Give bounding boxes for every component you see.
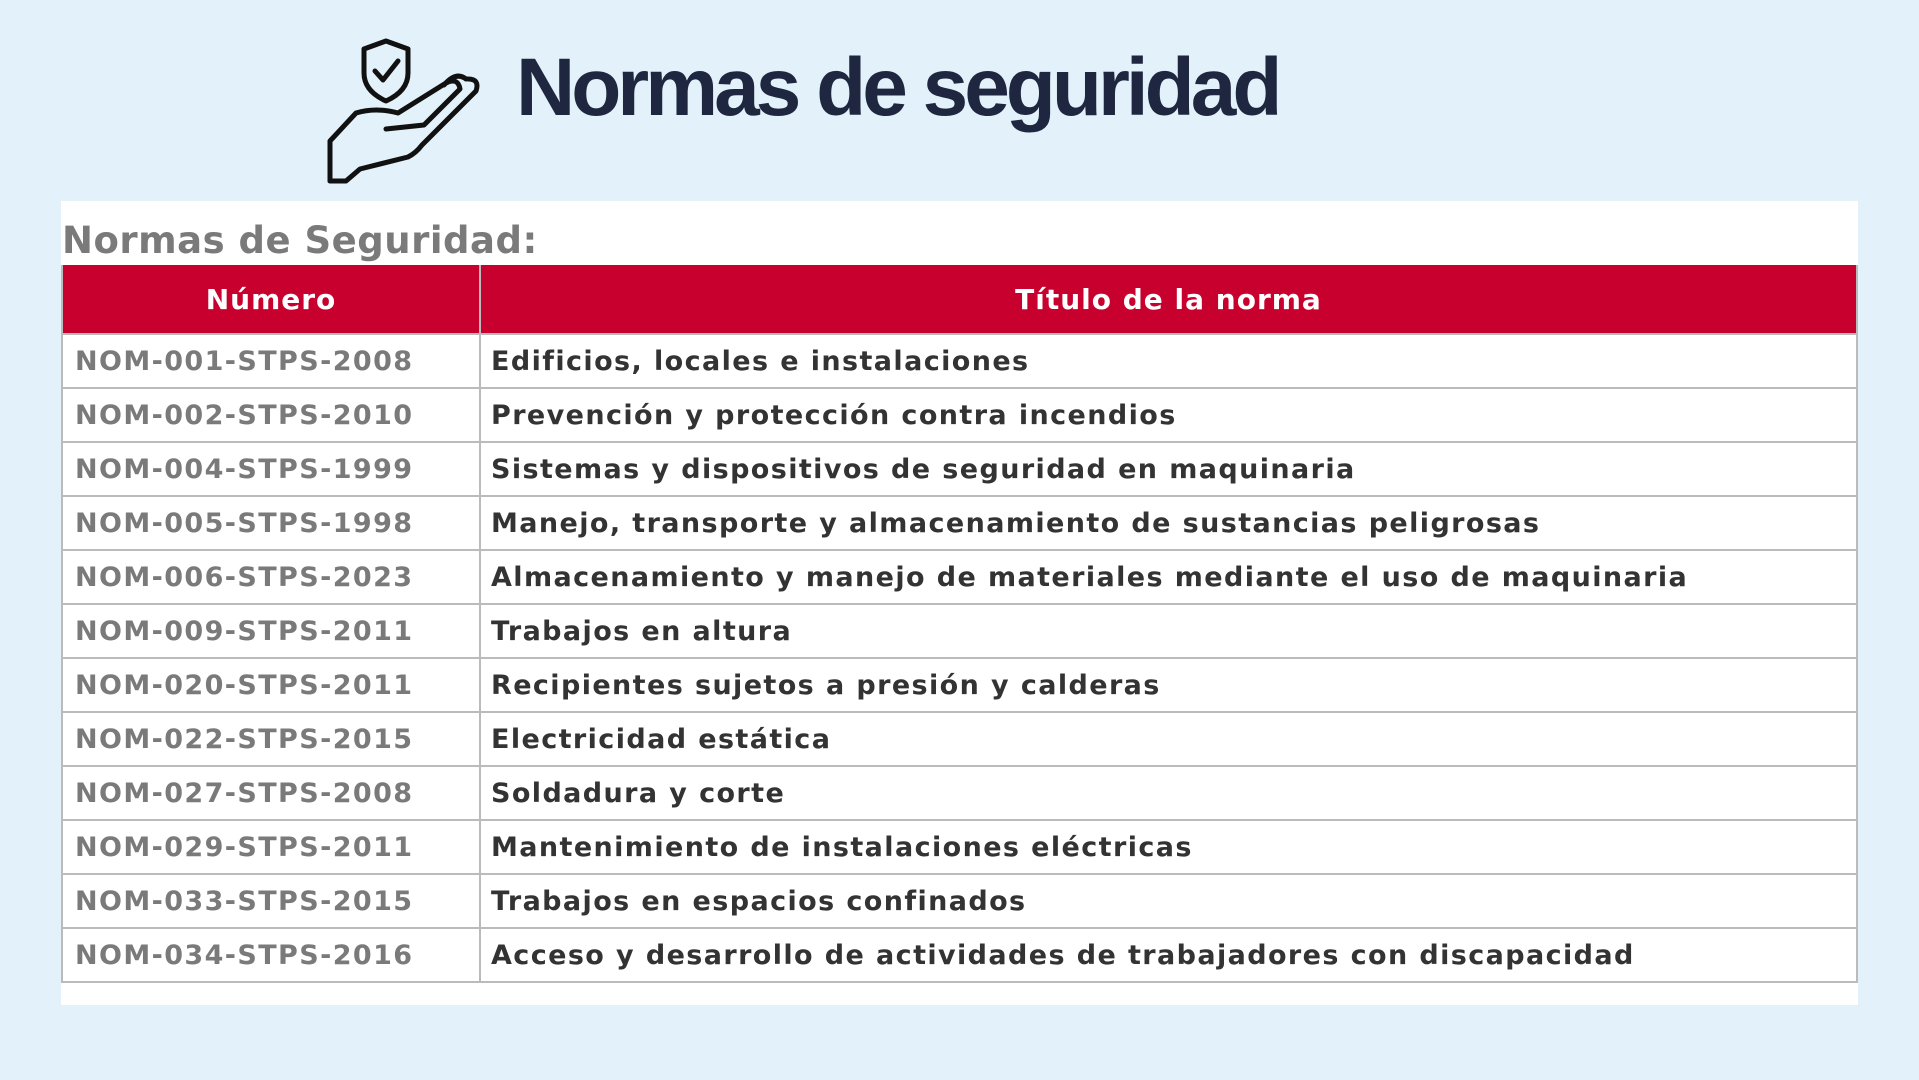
table-row <box>62 550 1857 604</box>
table-row <box>62 928 1857 982</box>
standard-title: Recipientes sujetos a presión y calderas <box>480 658 1857 712</box>
standards-panel <box>61 201 1858 1005</box>
standard-title: Sistemas y dispositivos de seguridad en maquinaria <box>480 442 1857 496</box>
standard-number: NOM-001-STPS-2008 <box>62 334 480 388</box>
standard-number: NOM-034-STPS-2016 <box>62 928 480 982</box>
standard-title: Electricidad estática <box>480 712 1857 766</box>
hand-shield-check-icon <box>326 33 482 185</box>
standard-number: NOM-029-STPS-2011 <box>62 820 480 874</box>
standard-title: Mantenimiento de instalaciones eléctricas <box>480 820 1857 874</box>
standard-number: NOM-002-STPS-2010 <box>62 388 480 442</box>
table-row <box>62 712 1857 766</box>
table-row <box>62 388 1857 442</box>
standard-title: Trabajos en altura <box>480 604 1857 658</box>
standard-number: NOM-005-STPS-1998 <box>62 496 480 550</box>
column-header-title: Título de la norma <box>480 265 1857 334</box>
standard-title: Prevención y protección contra incendios <box>480 388 1857 442</box>
table-row <box>62 820 1857 874</box>
standards-table <box>61 265 1858 983</box>
standard-title: Trabajos en espacios confinados <box>480 874 1857 928</box>
page-title: Normas de seguridad <box>516 42 1279 133</box>
standard-number: NOM-033-STPS-2015 <box>62 874 480 928</box>
table-row <box>62 496 1857 550</box>
table-row <box>62 658 1857 712</box>
table-row <box>62 874 1857 928</box>
table-header-row <box>62 265 1857 334</box>
standard-number: NOM-009-STPS-2011 <box>62 604 480 658</box>
standard-title: Soldadura y corte <box>480 766 1857 820</box>
table-row <box>62 442 1857 496</box>
standard-title: Acceso y desarrollo de actividades de trabajadores con discapacidad <box>480 928 1857 982</box>
standard-title: Almacenamiento y manejo de materiales mediante el uso de maquinaria <box>480 550 1857 604</box>
standard-number: NOM-004-STPS-1999 <box>62 442 480 496</box>
standard-title: Manejo, transporte y almacenamiento de sustancias peligrosas <box>480 496 1857 550</box>
column-header-number: Número <box>62 265 480 334</box>
table-row <box>62 334 1857 388</box>
standard-number: NOM-006-STPS-2023 <box>62 550 480 604</box>
table-row <box>62 766 1857 820</box>
standard-number: NOM-027-STPS-2008 <box>62 766 480 820</box>
panel-label: Normas de Seguridad: <box>62 219 538 262</box>
standard-title: Edificios, locales e instalaciones <box>480 334 1857 388</box>
standard-number: NOM-022-STPS-2015 <box>62 712 480 766</box>
table-row <box>62 604 1857 658</box>
standard-number: NOM-020-STPS-2011 <box>62 658 480 712</box>
